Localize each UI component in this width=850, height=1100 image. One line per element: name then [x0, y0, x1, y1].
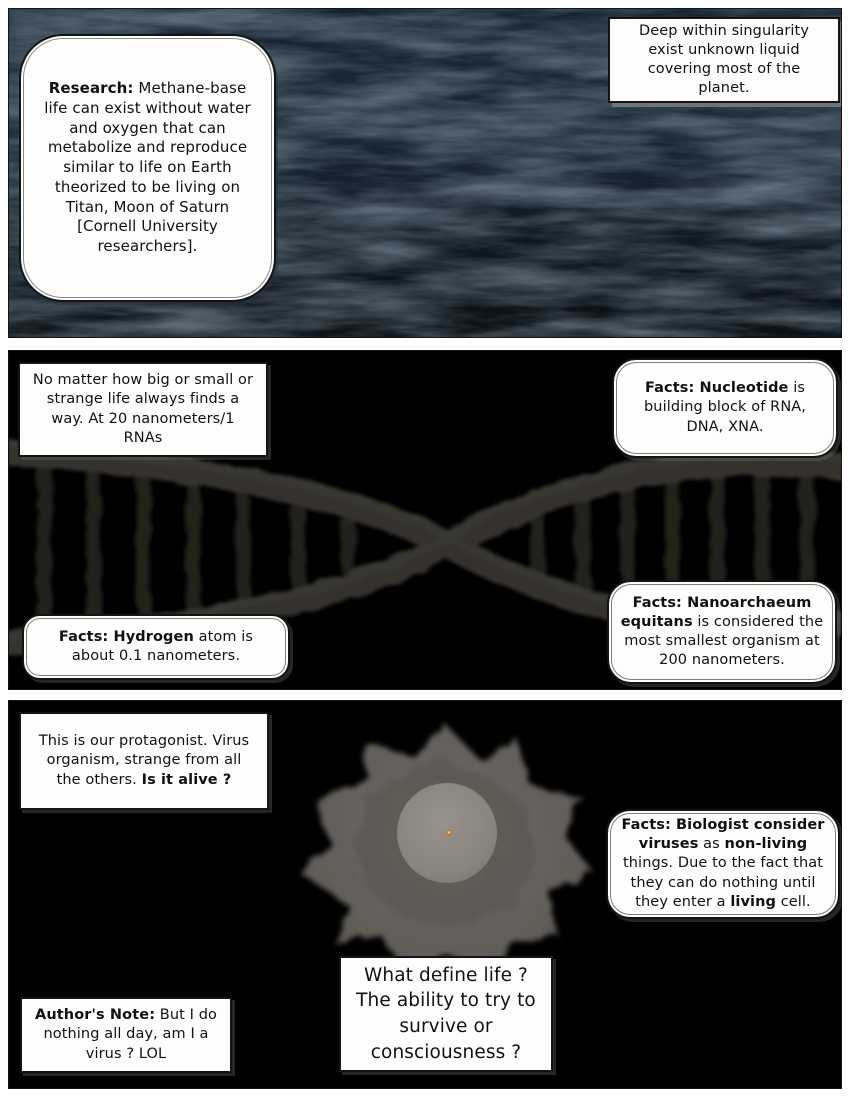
- authors-note-caption: Author's Note: But I do nothing all day, am I a virus ? LOL: [20, 997, 232, 1073]
- panel-dna: [8, 350, 842, 690]
- research-bubble: Research: Methane-base life can exist without water and oxygen that can metabolize and reproduce similar to life on Earth theorized to be living on Titan, Moon of Saturn [Cornell University researchers].: [19, 34, 276, 302]
- life-caption: No matter how big or small or strange life always finds a way. At 20 nanometers/1 RNAs: [18, 362, 268, 457]
- question-caption: What define life ? The ability to try to survive or consciousness ?: [339, 956, 553, 1072]
- biologist-bubble: Facts: Biologist consider viruses as non-living things. Due to the fact that they can do nothing until they enter a living cell.: [606, 809, 840, 919]
- protagonist-caption: This is our protagonist. Virus organism, strange from all the others. Is it alive ?: [19, 712, 269, 810]
- virus-center-blob: [289, 711, 599, 991]
- nucleotide-bubble: Facts: Nucleotide is building block of RNA, DNA, XNA.: [612, 358, 838, 458]
- panel-virus: [8, 700, 842, 1089]
- panel-ocean: [8, 8, 842, 338]
- nanoarchaeum-bubble: Facts: Nanoarchaeum equitans is considered the most smallest organism at 200 nanometers.: [607, 580, 837, 684]
- hydrogen-bubble: Facts: Hydrogen atom is about 0.1 nanometers.: [22, 614, 290, 680]
- singularity-caption: Deep within singularity exist unknown liquid covering most of the planet.: [608, 17, 840, 103]
